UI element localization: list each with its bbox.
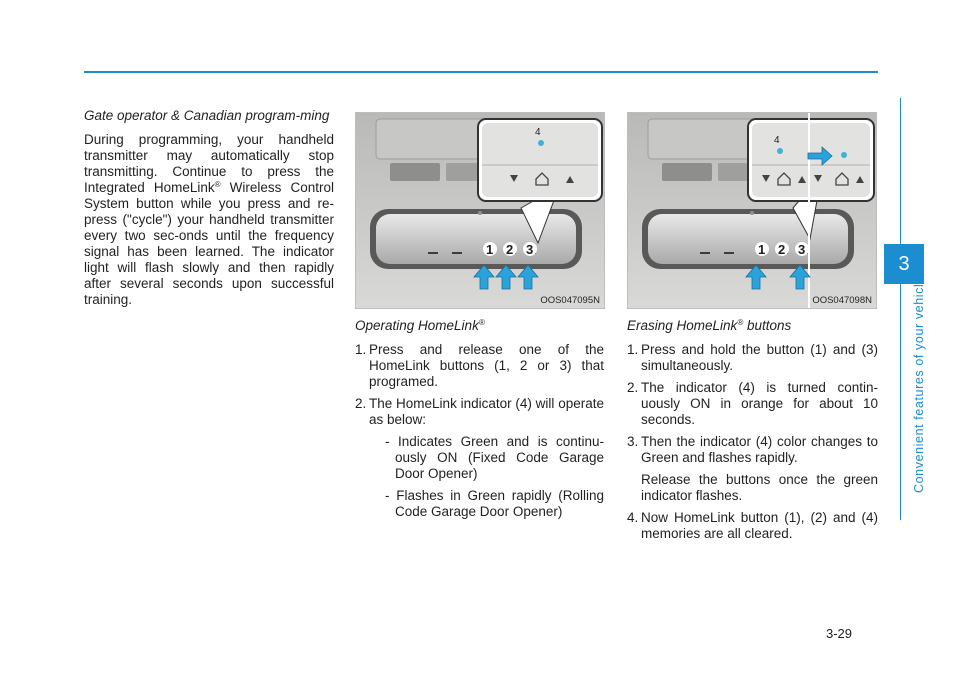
erasing-homelink-section [627, 318, 878, 548]
mirror-illustration-erasing [628, 113, 877, 309]
step-text: Press and hold the button (1) and (3) simultaneously. [641, 342, 878, 373]
button-number-callouts [483, 242, 537, 257]
operating-homelink-section [355, 318, 604, 526]
erasing-step-1 [627, 342, 878, 374]
operating-homelink-figure [355, 112, 605, 309]
step-text: Press and release one of the HomeLink buttons (1, 2 or 3) that programed. [369, 342, 604, 389]
step-text: Then the indicator (4) color changes to Green and flashes rapidly. [641, 434, 878, 465]
indicator-light-orange [777, 148, 783, 154]
operating-heading-text: Operating HomeLink [355, 318, 479, 333]
chapter-title: Convenient features of your vehicle [912, 276, 926, 493]
figure-caption-operating: OOS047095N [540, 295, 600, 306]
step-number: 1. [355, 342, 367, 357]
step-number: 1. [627, 342, 639, 357]
operating-step-2 [355, 396, 604, 520]
erasing-step-2 [627, 380, 878, 428]
mirror-illustration-operating [356, 113, 605, 309]
gate-operator-paragraph [84, 132, 334, 308]
operating-step-1 [355, 342, 604, 390]
callout-4-erasing: 4 [774, 135, 780, 146]
indicator-behavior-rolling: - Flashes in Green rapidly (Rolling Code Garage Door Opener) [385, 488, 604, 519]
indicator-light-green [841, 152, 847, 158]
callout-3: 3 [526, 242, 534, 257]
callout-3-erasing: 3 [798, 242, 806, 257]
callout-1: 1 [486, 242, 494, 257]
callout-2-erasing: 2 [778, 242, 786, 257]
callout-2: 2 [506, 242, 514, 257]
page-number: 3-29 [826, 626, 853, 641]
indicator-light [538, 140, 544, 146]
callout-4: 4 [535, 127, 541, 138]
press-arrows [474, 265, 538, 289]
step-number: 4. [627, 510, 639, 525]
erasing-reg-mark: ® [737, 318, 744, 327]
header-rule [84, 71, 878, 73]
step-number: 2. [627, 380, 639, 395]
operating-heading [355, 318, 604, 334]
gate-operator-heading: Gate operator & Canadian program-ming [84, 108, 330, 123]
erasing-homelink-figure [627, 112, 877, 309]
step-text: The indicator (4) is turned contin-uously ON in orange for about 10 seconds. [641, 380, 878, 427]
paragraph-part-1: During programming, your handheld transmitter may automatically stop transmitting. Continue to press the Integrated HomeLink [84, 132, 334, 195]
step-3-note: Release the buttons once the green indicator flashes. [641, 472, 878, 503]
step-number: 3. [627, 434, 639, 449]
erasing-step-3 [627, 434, 878, 504]
erasing-heading-text: Erasing HomeLink [627, 318, 738, 333]
gate-operator-section [84, 108, 334, 308]
operating-reg-mark: ® [478, 318, 485, 327]
step-number: 2. [355, 396, 367, 411]
paragraph-part-2: Wireless Control System button while you press and re-press ("cycle") your handheld transmitter every two sec-onds until the frequency signal has been learned. The indicator light will flash slowly and then rapidly after several seconds upon successful training. [84, 180, 334, 307]
sidebar-rule [900, 98, 901, 520]
operating-steps [355, 342, 604, 520]
erasing-heading [627, 318, 878, 334]
step-text: Now HomeLink button (1), (2) and (4) memories are all cleared. [641, 510, 878, 541]
erasing-steps [627, 342, 878, 542]
erasing-step-4 [627, 510, 878, 542]
figure-caption-erasing: OOS047098N [812, 295, 872, 306]
erasing-heading-tail: buttons [743, 318, 792, 333]
button-number-callouts-erasing [755, 242, 809, 257]
indicator-behavior-list [369, 434, 604, 520]
step-text: The HomeLink indicator (4) will operate as below: [369, 396, 604, 427]
indicator-behavior-fixed: - Indicates Green and is continu-ously ON (Fixed Code Garage Door Opener) [385, 434, 604, 481]
chapter-tab: 3 [884, 244, 924, 284]
registered-mark: ® [214, 180, 221, 189]
callout-1-erasing: 1 [758, 242, 766, 257]
